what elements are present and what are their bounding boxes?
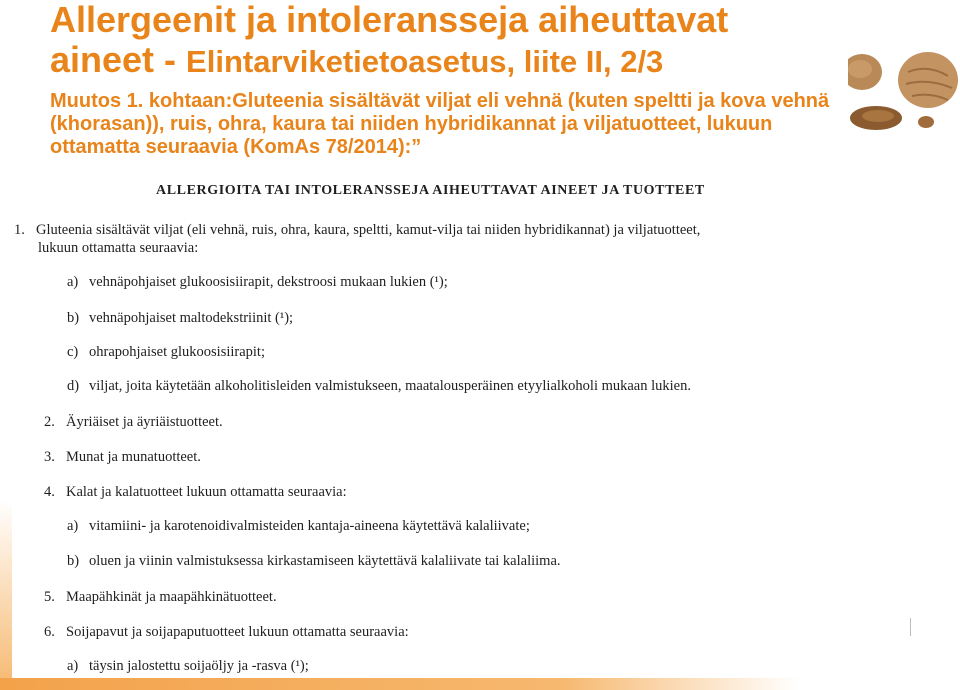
slide-title [50, 0, 900, 82]
intro-text: Muutos 1. kohtaan:Gluteenia sisältävät viljat eli vehnä (kuten speltti ja kova vehnä (khorasan)), ruis, ohra, kaura tai niiden hybridikannat ja viljatuotteet, lukuun ottamatta seuraavia (KomAs 78/2014):” [50, 90, 830, 158]
list-item-1d: d) viljat, joita käytetään alkoholitisleiden valmistukseen, maatalousperäinen etyylialkoholi mukaan lukien. [67, 378, 691, 394]
list-item-1c: c) ohrapohjaiset glukoosisiirapit; [67, 344, 265, 360]
list-item-1a: a) vehnäpohjaiset glukoosisiirapit, dekstroosi mukaan lukien (¹); [67, 274, 448, 290]
list-item-2: 2. Äyriäiset ja äyriäistuotteet. [44, 414, 223, 430]
walnuts-image [848, 42, 960, 154]
list-item-6: 6. Soijapavut ja soijapaputuotteet lukuun ottamatta seuraavia: [44, 624, 409, 640]
list-item-3: 3. Munat ja munatuotteet. [44, 449, 201, 465]
bottom-accent-bar [0, 678, 800, 690]
title-line-2-bold: aineet - [50, 39, 187, 80]
divider-tick [910, 618, 911, 636]
title-line-1: Allergeenit ja intoleransseja aiheuttavat [50, 0, 729, 40]
left-accent-bar [0, 500, 12, 690]
title-line-2-rest: Elintarviketietoasetus, liite II, 2/3 [186, 44, 664, 79]
list-item-6a: a) täysin jalostettu soijaöljy ja -rasva (¹); [67, 658, 309, 674]
list-item-1: 1. Gluteenia sisältävät viljat (eli vehnä, ruis, ohra, kaura, speltti, kamut-vilja tai niiden hybridikannat) ja viljatuotteet, lukuun ottamatta seuraavia: [14, 222, 701, 256]
list-item-4: 4. Kalat ja kalatuotteet lukuun ottamatta seuraavia: [44, 484, 347, 500]
list-item-4a: a) vitamiini- ja karotenoidivalmisteiden kantaja-aineena käytettävä kalaliivate; [67, 518, 530, 534]
list-item-1b: b) vehnäpohjaiset maltodekstriinit (¹); [67, 310, 294, 326]
walnut-fragment [918, 116, 934, 128]
list-item-5: 5. Maapähkinät ja maapähkinätuotteet. [44, 589, 277, 605]
document-heading: ALLERGIOITA TAI INTOLERANSSEJA AIHEUTTAVAT AINEET JA TUOTTEET [156, 183, 705, 198]
list-item-4b: b) oluen ja viinin valmistuksessa kirkastamiseen käytettävä kalaliivate tai kalaliima. [67, 553, 561, 569]
walnut-shell-right [898, 52, 958, 108]
